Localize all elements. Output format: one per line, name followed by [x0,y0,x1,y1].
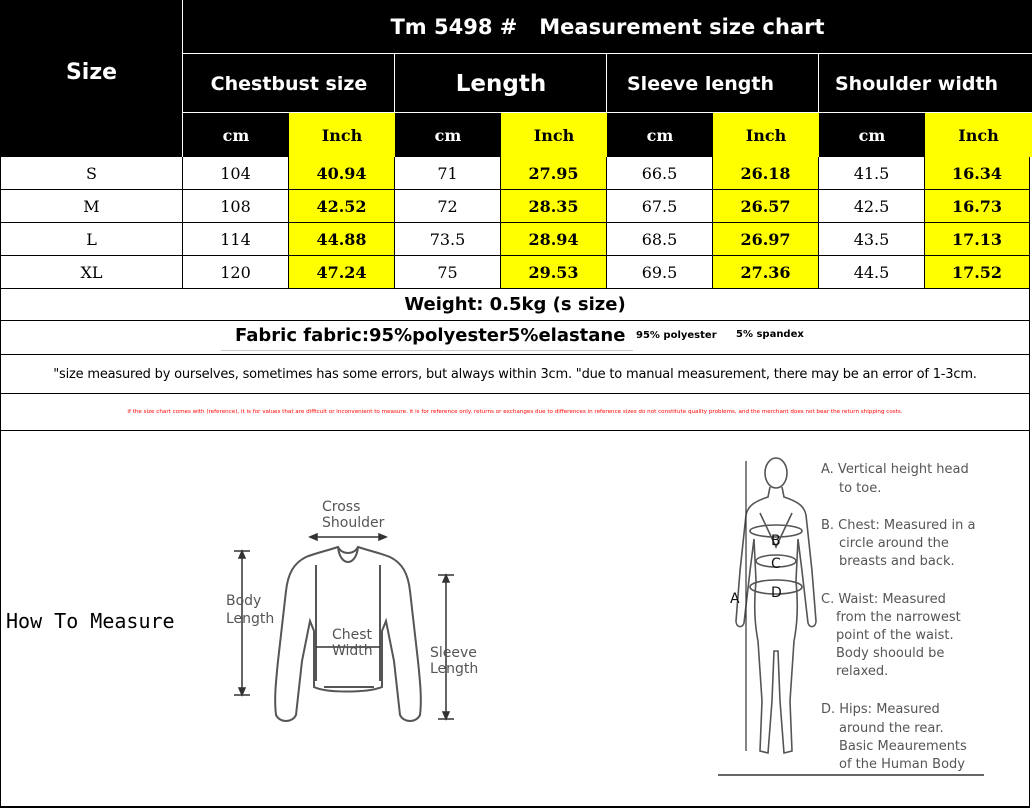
fabric-polyester: 95% polyester [636,330,717,341]
legend-c-4: Body shoould be [836,646,945,661]
shoulder-cm-cell: 44.5 [819,256,925,289]
shoulder-cm-cell: 41.5 [819,157,925,190]
legend-c-2: from the narrowest [836,610,961,625]
body-length-label-2: Length [226,611,275,627]
size-cell: M [0,190,183,223]
cross-shoulder-label-2: Shoulder [322,515,385,531]
column-header-sleeve: Sleeve length [607,54,819,113]
chest-cm-cell: 104 [183,157,289,190]
marker-a: A [730,591,740,607]
unit-cm-shoulder: cm [819,113,925,157]
how-to-measure-label: How To Measure [6,609,175,633]
length-inch-cell: 29.53 [501,256,607,289]
size-table-body [0,157,1032,289]
marker-b: B [771,533,781,549]
shoulder-inch-cell: 17.52 [925,256,1030,289]
table-row [0,157,1032,190]
sleeve-inch-cell: 27.36 [713,256,819,289]
unit-cm-chest: cm [183,113,289,157]
size-cell: L [0,223,183,256]
garment-diagram [216,491,496,731]
fabric-spandex: 5% spandex [736,329,804,340]
column-header-chest: Chestbust size [183,54,395,113]
chest-inch-cell: 44.88 [289,223,395,256]
shoulder-inch-cell: 16.34 [925,157,1030,190]
legend-d-3: Basic Meaurements [839,739,967,754]
chest-cm-cell: 120 [183,256,289,289]
unit-inch-shoulder: Inch [925,113,1032,157]
length-cm-cell: 73.5 [395,223,501,256]
body-length-label: Body [226,593,262,609]
chart-title: Tm 5498 # Measurement size chart [183,0,1032,54]
sleeve-inch-cell: 26.97 [713,223,819,256]
chest-inch-cell: 47.24 [289,256,395,289]
sleeve-cm-cell: 67.5 [607,190,713,223]
column-header-shoulder: Shoulder width [819,54,1032,113]
length-inch-cell: 28.94 [501,223,607,256]
length-cm-cell: 71 [395,157,501,190]
unit-cm-sleeve: cm [607,113,713,157]
legend-a-1: A. Vertical height head [821,462,969,477]
sleeve-cm-cell: 66.5 [607,157,713,190]
marker-d: D [771,585,782,601]
how-to-measure-section [0,431,1030,808]
unit-inch-sleeve: Inch [713,113,819,157]
measurement-note: "size measured by ourselves, sometimes has some errors, but always within 3cm. "due to manual measurement, there may be an error of 1-3cm. [0,355,1030,394]
chest-width-label: Chest [332,627,373,643]
shoulder-cm-cell: 42.5 [819,190,925,223]
cross-shoulder-label: Cross [322,499,361,515]
marker-c: C [771,556,781,572]
legend-b-1: B. Chest: Measured in a [821,518,976,533]
length-cm-cell: 75 [395,256,501,289]
shoulder-cm-cell: 43.5 [819,223,925,256]
weight-row: Weight: 0.5kg (s size) [0,289,1030,321]
sleeve-length-label-2: Length [430,661,479,677]
size-cell: XL [0,256,183,289]
chest-width-label-2: Width [332,643,373,659]
unit-inch-chest: Inch [289,113,395,157]
chest-inch-cell: 40.94 [289,157,395,190]
table-row [0,223,1032,256]
shoulder-inch-cell: 17.13 [925,223,1030,256]
legend-c-1: C. Waist: Measured [821,592,946,607]
sleeve-length-label: Sleeve [430,645,477,661]
length-inch-cell: 28.35 [501,190,607,223]
legend-c-5: relaxed. [836,664,889,679]
legend-d-4: of the Human Body [839,757,965,772]
legend-b-3: breasts and back. [839,554,955,569]
chest-inch-cell: 42.52 [289,190,395,223]
length-cm-cell: 72 [395,190,501,223]
size-cell: S [0,157,183,190]
sleeve-inch-cell: 26.18 [713,157,819,190]
shoulder-inch-cell: 16.73 [925,190,1030,223]
length-inch-cell: 27.95 [501,157,607,190]
fabric-row [0,321,1030,355]
column-header-length: Length [395,54,607,113]
sleeve-inch-cell: 26.57 [713,190,819,223]
table-row [0,256,1032,289]
chest-cm-cell: 108 [183,190,289,223]
sleeve-cm-cell: 68.5 [607,223,713,256]
unit-inch-length: Inch [501,113,607,157]
legend-d-2: around the rear. [839,721,944,736]
legend-a-2: to toe. [839,481,882,496]
sleeve-cm-cell: 69.5 [607,256,713,289]
legend-c-3: point of the waist. [836,628,954,643]
body-diagram [716,451,1016,781]
chest-cm-cell: 114 [183,223,289,256]
legend-b-2: circle around the [839,536,949,551]
table-row [0,190,1032,223]
disclaimer: if the size chart comes with (reference), it is for values that are difficult or inconvenient to measure. it is for reference only. returns or exchanges due to differences in reference sizes do not constitute quality problems, and the merchant does not bear the return shipping costs. [0,394,1030,431]
fabric-text: Fabric fabric:95%polyester5%elastane [235,325,626,346]
legend-d-1: D. Hips: Measured [821,702,940,717]
size-header: Size [0,0,183,157]
unit-cm-length: cm [395,113,501,157]
